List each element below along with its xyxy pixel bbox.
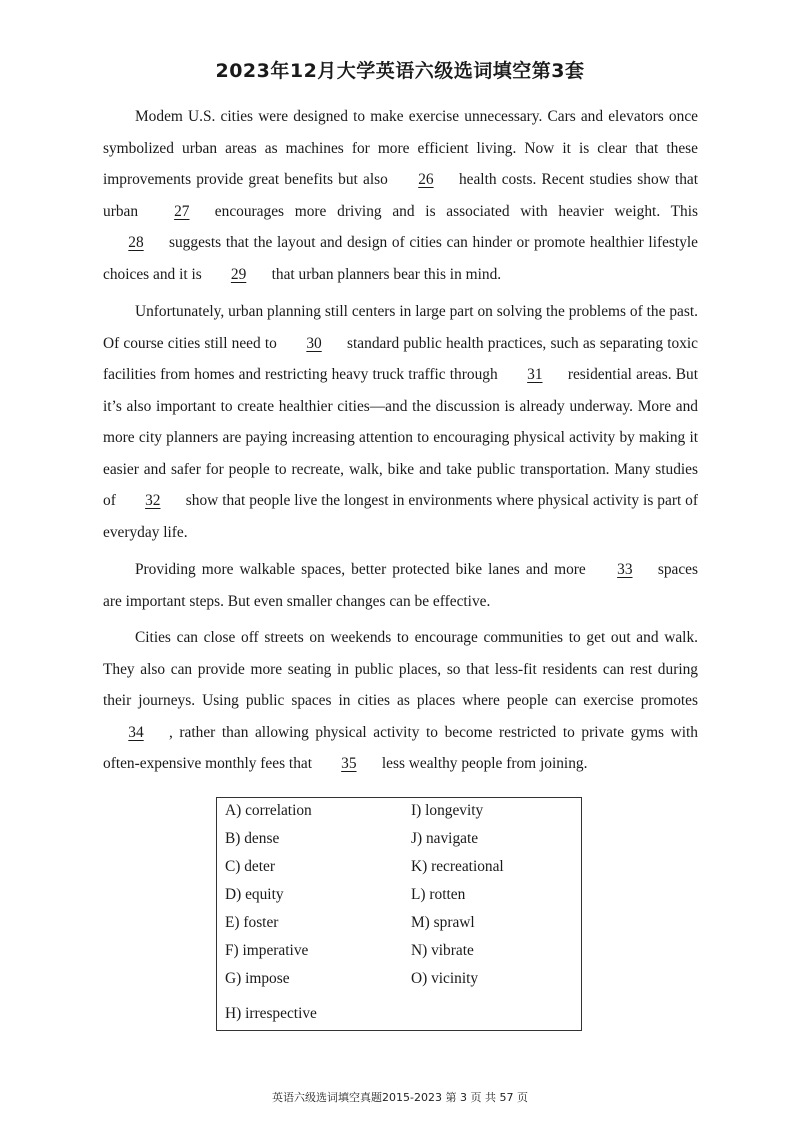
option-h: H) irrespective xyxy=(225,1005,317,1022)
text-segment: standard public health practices, such as separating toxic facilities from homes and restricting heavy truck traffic through xyxy=(103,334,699,383)
text-segment: less wealthy people from joining. xyxy=(381,755,588,772)
text-segment: show that people live the longest in environments where physical activity is part of everyday life. xyxy=(103,492,698,541)
text-segment: Cities can close off streets on weekends to encourage communities to get out and walk. They also can provide more seating in public places, so that less-fit residents can rest during their journeys. Using public spaces in cities as places where people can exercise promotes xyxy=(103,629,698,709)
option-f: F) imperative xyxy=(225,942,309,959)
text-segment: Unfortunately, urban planning still centers in large part on solving the problems of the past. Of course cities still need to xyxy=(103,303,698,352)
text-segment: encourages more driving and is associated with heavier weight. This xyxy=(214,202,698,220)
option-n: N) vibrate xyxy=(411,942,474,959)
option-c: C) deter xyxy=(225,858,275,875)
option-d: D) equity xyxy=(225,886,284,903)
text-segment: suggests that the layout and design of cities can hinder or promote healthier lifestyle choices and it is xyxy=(103,234,698,283)
option-o: O) vicinity xyxy=(411,970,479,987)
text-segment: Providing more walkable spaces, better protected bike lanes and more xyxy=(135,561,592,578)
option-j: J) navigate xyxy=(411,830,479,847)
blank-26: 26 xyxy=(418,171,434,188)
text-segment: Modem U.S. cities were designed to make exercise unnecessary. Cars and elevators once symbolized urban areas as machines for more efficient living. Now it is clear that these improvements provide great benefits but also xyxy=(103,108,698,188)
text-segment: , rather than allowing physical activity to become restricted to private gyms with often-expensive monthly fees that xyxy=(103,723,698,772)
blank-31: 31 xyxy=(527,366,543,383)
option-g: G) impose xyxy=(225,970,290,987)
option-b: B) dense xyxy=(225,830,280,847)
option-k: K) recreational xyxy=(411,858,504,875)
option-i: I) longevity xyxy=(411,802,484,819)
text-segment: that urban planners bear this in mind. xyxy=(271,265,502,283)
text-segment: residential areas. But it’s also important to create healthier cities—and the discussion is already underway. More and more city planners are paying increasing attention to encouraging physical activity by making it easier and safer for people to recreate, walk, bike and take public transportation. Many studies of xyxy=(103,366,698,509)
paragraph-4 xyxy=(103,622,698,780)
blank-30: 30 xyxy=(306,334,322,352)
blank-33: 33 xyxy=(617,561,633,578)
text-segment: spaces are important steps. But even smaller changes can be effective. xyxy=(103,561,698,610)
blank-27: 27 xyxy=(174,202,190,220)
blank-28: 28 xyxy=(128,234,144,251)
page-footer: 英语六级选词填空真题2015-2023 第 3 页 共 57 页 xyxy=(272,1091,528,1104)
paragraph-2 xyxy=(103,296,698,548)
option-e: E) foster xyxy=(225,914,279,931)
option-l: L) rotten xyxy=(411,886,466,903)
blank-32: 32 xyxy=(145,492,161,509)
option-m: M) sprawl xyxy=(411,914,475,931)
option-a: A) correlation xyxy=(225,802,312,819)
paragraph-3 xyxy=(103,554,698,617)
text-segment: health costs. Recent studies show that urban xyxy=(103,171,698,220)
paragraph-1 xyxy=(103,101,698,290)
page-title: 2023年12月大学英语六级选词填空第3套 xyxy=(215,60,585,82)
blank-34: 34 xyxy=(128,723,144,741)
word-bank-box xyxy=(216,797,582,1031)
blank-35: 35 xyxy=(341,755,357,772)
blank-29: 29 xyxy=(230,265,247,283)
